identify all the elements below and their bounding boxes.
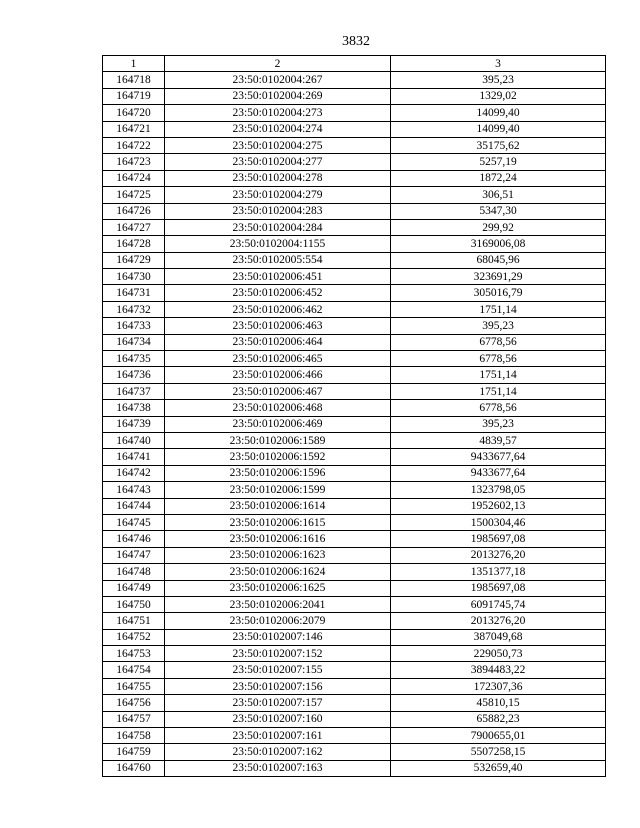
cadastral-number-cell: 23:50:0102006:468 <box>165 400 391 416</box>
value-cell: 306,51 <box>391 187 606 203</box>
row-number-cell: 164749 <box>103 580 165 596</box>
table-row <box>103 334 606 350</box>
row-number-cell: 164756 <box>103 695 165 711</box>
value-cell: 9433677,64 <box>391 449 606 465</box>
table-row <box>103 728 606 744</box>
row-number-cell: 164731 <box>103 285 165 301</box>
value-cell: 3894483,22 <box>391 662 606 678</box>
value-cell: 6778,56 <box>391 351 606 367</box>
table-row <box>103 564 606 580</box>
row-number-cell: 164738 <box>103 400 165 416</box>
cadastral-number-cell: 23:50:0102006:1599 <box>165 482 391 498</box>
row-number-cell: 164729 <box>103 252 165 268</box>
value-cell: 1872,24 <box>391 170 606 186</box>
cadastral-number-cell: 23:50:0102006:469 <box>165 416 391 432</box>
value-cell: 1985697,08 <box>391 531 606 547</box>
cadastral-number-cell: 23:50:0102007:157 <box>165 695 391 711</box>
cadastral-number-cell: 23:50:0102004:267 <box>165 72 391 88</box>
table-row <box>103 580 606 596</box>
table-row <box>103 187 606 203</box>
cadastral-number-cell: 23:50:0102005:554 <box>165 252 391 268</box>
table-row <box>103 416 606 432</box>
table-row <box>103 760 606 776</box>
row-number-cell: 164733 <box>103 318 165 334</box>
cadastral-number-cell: 23:50:0102006:451 <box>165 269 391 285</box>
value-cell: 5257,19 <box>391 154 606 170</box>
table-row <box>103 695 606 711</box>
table-row <box>103 678 606 694</box>
table-row <box>103 219 606 235</box>
value-cell: 299,92 <box>391 219 606 235</box>
table-row <box>103 318 606 334</box>
value-cell: 4839,57 <box>391 432 606 448</box>
value-cell: 6778,56 <box>391 400 606 416</box>
row-number-cell: 164751 <box>103 613 165 629</box>
row-number-cell: 164730 <box>103 269 165 285</box>
page-number: 3832 <box>342 34 370 49</box>
row-number-cell: 164726 <box>103 203 165 219</box>
row-number-cell: 164752 <box>103 629 165 645</box>
cadastral-number-cell: 23:50:0102004:275 <box>165 137 391 153</box>
cadastral-number-cell: 23:50:0102006:462 <box>165 301 391 317</box>
cadastral-number-cell: 23:50:0102006:1592 <box>165 449 391 465</box>
row-number-cell: 164740 <box>103 432 165 448</box>
value-cell: 3169006,08 <box>391 236 606 252</box>
table-row <box>103 514 606 530</box>
cadastral-number-cell: 23:50:0102007:155 <box>165 662 391 678</box>
table-header-row <box>103 56 606 72</box>
row-number-cell: 164724 <box>103 170 165 186</box>
column-header-2: 2 <box>165 56 391 72</box>
cadastral-number-cell: 23:50:0102006:1615 <box>165 514 391 530</box>
cadastral-number-cell: 23:50:0102006:1589 <box>165 432 391 448</box>
row-number-cell: 164759 <box>103 744 165 760</box>
value-cell: 6091745,74 <box>391 596 606 612</box>
value-cell: 323691,29 <box>391 269 606 285</box>
row-number-cell: 164746 <box>103 531 165 547</box>
cadastral-number-cell: 23:50:0102004:283 <box>165 203 391 219</box>
cadastral-number-cell: 23:50:0102004:274 <box>165 121 391 137</box>
row-number-cell: 164755 <box>103 678 165 694</box>
row-number-cell: 164718 <box>103 72 165 88</box>
row-number-cell: 164722 <box>103 137 165 153</box>
cadastral-number-cell: 23:50:0102007:163 <box>165 760 391 776</box>
value-cell: 2013276,20 <box>391 547 606 563</box>
cadastral-number-cell: 23:50:0102007:161 <box>165 728 391 744</box>
table-row <box>103 646 606 662</box>
cadastral-number-cell: 23:50:0102006:465 <box>165 351 391 367</box>
table-row <box>103 154 606 170</box>
table-row <box>103 105 606 121</box>
cadastral-number-cell: 23:50:0102004:273 <box>165 105 391 121</box>
table-row <box>103 88 606 104</box>
value-cell: 1751,14 <box>391 301 606 317</box>
table-row <box>103 596 606 612</box>
table-row <box>103 252 606 268</box>
value-cell: 1323798,05 <box>391 482 606 498</box>
cadastral-number-cell: 23:50:0102006:452 <box>165 285 391 301</box>
table-row <box>103 744 606 760</box>
value-cell: 35175,62 <box>391 137 606 153</box>
table-row <box>103 367 606 383</box>
value-cell: 65882,23 <box>391 711 606 727</box>
value-cell: 395,23 <box>391 72 606 88</box>
cadastral-number-cell: 23:50:0102006:1616 <box>165 531 391 547</box>
value-cell: 1329,02 <box>391 88 606 104</box>
cadastral-number-cell: 23:50:0102006:463 <box>165 318 391 334</box>
row-number-cell: 164745 <box>103 514 165 530</box>
cadastral-number-cell: 23:50:0102006:1625 <box>165 580 391 596</box>
table-row <box>103 547 606 563</box>
value-cell: 1351377,18 <box>391 564 606 580</box>
value-cell: 45810,15 <box>391 695 606 711</box>
row-number-cell: 164732 <box>103 301 165 317</box>
row-number-cell: 164750 <box>103 596 165 612</box>
cadastral-number-cell: 23:50:0102004:278 <box>165 170 391 186</box>
table-row <box>103 662 606 678</box>
cadastral-number-cell: 23:50:0102006:1624 <box>165 564 391 580</box>
cadastral-number-cell: 23:50:0102007:156 <box>165 678 391 694</box>
row-number-cell: 164721 <box>103 121 165 137</box>
table-row <box>103 383 606 399</box>
table-row <box>103 465 606 481</box>
value-cell: 5347,30 <box>391 203 606 219</box>
cadastral-number-cell: 23:50:0102006:1614 <box>165 498 391 514</box>
row-number-cell: 164743 <box>103 482 165 498</box>
table-row <box>103 531 606 547</box>
table-row <box>103 137 606 153</box>
cadastral-number-cell: 23:50:0102004:1155 <box>165 236 391 252</box>
value-cell: 9433677,64 <box>391 465 606 481</box>
value-cell: 229050,73 <box>391 646 606 662</box>
value-cell: 2013276,20 <box>391 613 606 629</box>
table-row <box>103 285 606 301</box>
cadastral-number-cell: 23:50:0102006:464 <box>165 334 391 350</box>
row-number-cell: 164720 <box>103 105 165 121</box>
cadastral-number-cell: 23:50:0102007:160 <box>165 711 391 727</box>
cadastral-number-cell: 23:50:0102004:269 <box>165 88 391 104</box>
row-number-cell: 164735 <box>103 351 165 367</box>
row-number-cell: 164737 <box>103 383 165 399</box>
table-row <box>103 498 606 514</box>
value-cell: 1751,14 <box>391 367 606 383</box>
cadastral-number-cell: 23:50:0102006:2041 <box>165 596 391 612</box>
value-cell: 68045,96 <box>391 252 606 268</box>
cadastral-number-cell: 23:50:0102007:162 <box>165 744 391 760</box>
table-row <box>103 236 606 252</box>
cadastral-number-cell: 23:50:0102006:1596 <box>165 465 391 481</box>
value-cell: 5507258,15 <box>391 744 606 760</box>
table-row <box>103 203 606 219</box>
value-cell: 1985697,08 <box>391 580 606 596</box>
cadastral-number-cell: 23:50:0102006:466 <box>165 367 391 383</box>
value-cell: 1751,14 <box>391 383 606 399</box>
row-number-cell: 164734 <box>103 334 165 350</box>
value-cell: 6778,56 <box>391 334 606 350</box>
table-row <box>103 301 606 317</box>
value-cell: 1952602,13 <box>391 498 606 514</box>
cadastral-number-cell: 23:50:0102004:279 <box>165 187 391 203</box>
row-number-cell: 164725 <box>103 187 165 203</box>
value-cell: 7900655,01 <box>391 728 606 744</box>
row-number-cell: 164736 <box>103 367 165 383</box>
table-row <box>103 432 606 448</box>
value-cell: 395,23 <box>391 318 606 334</box>
row-number-cell: 164747 <box>103 547 165 563</box>
row-number-cell: 164741 <box>103 449 165 465</box>
value-cell: 532659,40 <box>391 760 606 776</box>
row-number-cell: 164748 <box>103 564 165 580</box>
table-row <box>103 400 606 416</box>
value-cell: 305016,79 <box>391 285 606 301</box>
value-cell: 172307,36 <box>391 678 606 694</box>
value-cell: 395,23 <box>391 416 606 432</box>
cadastral-number-cell: 23:50:0102006:1623 <box>165 547 391 563</box>
table-row <box>103 449 606 465</box>
table-row <box>103 711 606 727</box>
row-number-cell: 164758 <box>103 728 165 744</box>
table-row <box>103 170 606 186</box>
table-body <box>103 72 606 777</box>
row-number-cell: 164742 <box>103 465 165 481</box>
cadastral-number-cell: 23:50:0102007:146 <box>165 629 391 645</box>
row-number-cell: 164753 <box>103 646 165 662</box>
value-cell: 1500304,46 <box>391 514 606 530</box>
row-number-cell: 164728 <box>103 236 165 252</box>
row-number-cell: 164754 <box>103 662 165 678</box>
value-cell: 14099,40 <box>391 105 606 121</box>
table-row <box>103 613 606 629</box>
table-row <box>103 629 606 645</box>
row-number-cell: 164719 <box>103 88 165 104</box>
table-row <box>103 121 606 137</box>
column-header-1: 1 <box>103 56 165 72</box>
value-cell: 387049,68 <box>391 629 606 645</box>
table-row <box>103 72 606 88</box>
table-row <box>103 351 606 367</box>
cadastral-number-cell: 23:50:0102007:152 <box>165 646 391 662</box>
cadastral-number-cell: 23:50:0102006:467 <box>165 383 391 399</box>
table-row <box>103 482 606 498</box>
row-number-cell: 164760 <box>103 760 165 776</box>
cadastral-value-table <box>102 55 606 777</box>
cadastral-number-cell: 23:50:0102004:284 <box>165 219 391 235</box>
row-number-cell: 164757 <box>103 711 165 727</box>
column-header-3: 3 <box>391 56 606 72</box>
table-row <box>103 269 606 285</box>
row-number-cell: 164723 <box>103 154 165 170</box>
cadastral-number-cell: 23:50:0102004:277 <box>165 154 391 170</box>
row-number-cell: 164744 <box>103 498 165 514</box>
cadastral-number-cell: 23:50:0102006:2079 <box>165 613 391 629</box>
row-number-cell: 164739 <box>103 416 165 432</box>
value-cell: 14099,40 <box>391 121 606 137</box>
row-number-cell: 164727 <box>103 219 165 235</box>
